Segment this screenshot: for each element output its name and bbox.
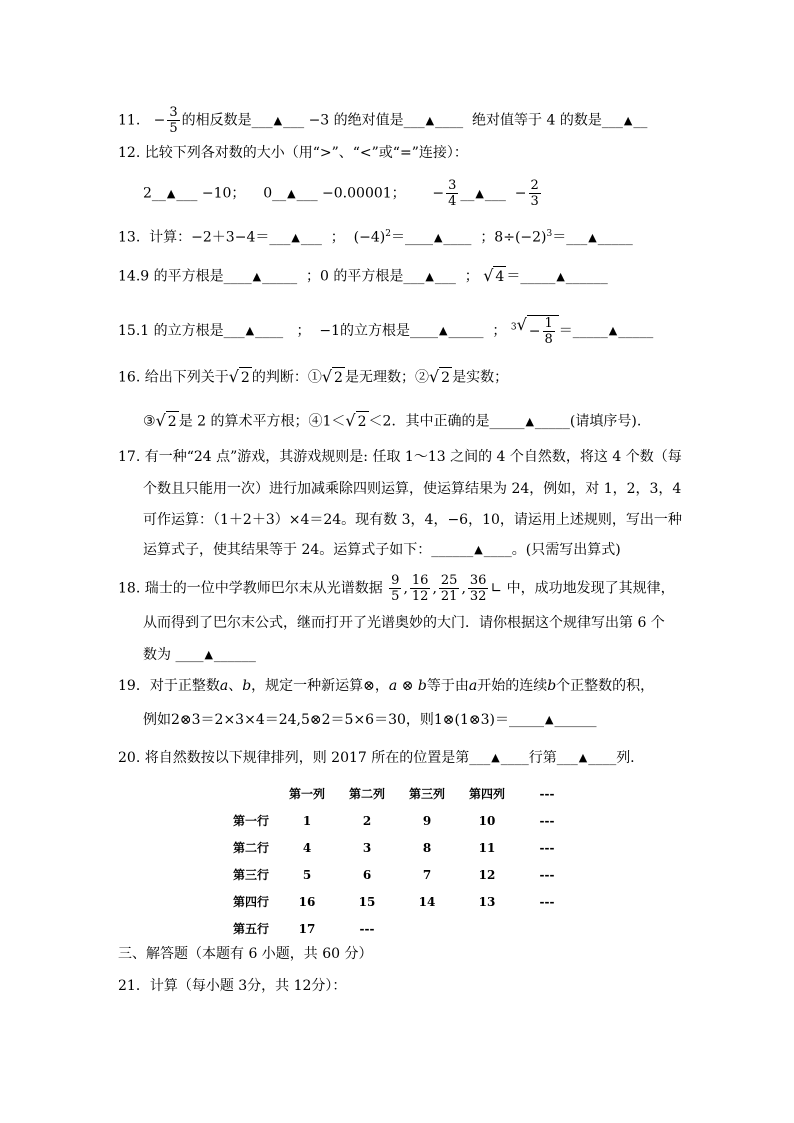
answer-blank: _____▲_____ <box>489 413 570 430</box>
question-21: 21．计算（每小题 3分，共 12分）： <box>118 978 347 994</box>
answer-blank: ____▲____ <box>404 229 472 246</box>
table-row: 第二行 4 3 8 11 --- <box>232 840 555 855</box>
answer-blank: ____▲______ <box>175 647 256 663</box>
radical: √ 2 <box>155 411 177 430</box>
answer-blank: ___▲__ <box>601 112 648 129</box>
answer-blank: ___▲___ <box>269 229 322 246</box>
question-17: 17. 有一种“24 点”游戏，其游戏规则是: 任取 1～13 之间的 4 个自然数，将这 4 个数（每 <box>118 449 682 465</box>
answer-blank: ___▲_____ <box>566 229 633 246</box>
question-14: 14.9 的平方根是____▲_____ ；0 的平方根是___▲___ ； √ 4 ＝_____▲______ <box>118 266 608 288</box>
radical: √ − $\frac{1}{8}$ <box>517 315 559 347</box>
radical: √ 2 <box>345 411 367 430</box>
answer-blank: _____▲______ <box>509 712 597 728</box>
question-12: 12. 比较下列各对数的大小（用“>”、“<”或“=”连接）： <box>118 145 468 161</box>
radical: √ 2 <box>428 367 451 386</box>
number-arrangement-table <box>225 780 577 942</box>
question-16: 16. 给出下列关于 √ 2 的判断：① √ 2 是无理数；② √ 2 是实数； <box>118 367 509 386</box>
radical: √ 2 <box>228 367 250 386</box>
table-row: 第五行 17 --- <box>232 921 375 936</box>
answer-blank: _____▲_____ <box>572 323 654 339</box>
table-row: 第一行 1 2 9 10 --- <box>232 813 555 828</box>
answer-blank: __▲___ <box>151 185 198 202</box>
table-header-row: 第一列 第二列 第三列 第四列 --- <box>288 786 555 801</box>
radical: √ 2 <box>321 367 343 386</box>
section-heading: 三、解答题（本题有 6 小题，共 60 分） <box>118 946 373 962</box>
answer-blank: ___▲____ <box>469 750 529 766</box>
fraction: $\frac{2}{3}$ <box>530 178 539 209</box>
answer-blank: ___▲____ <box>403 112 464 129</box>
answer-blank: ___▲___ <box>403 268 456 285</box>
radical: √ 4 <box>483 266 505 285</box>
answer-blank: __▲___ <box>460 185 506 202</box>
answer-blank: ___▲___ <box>251 112 305 129</box>
question-12-items: 2__▲___ −10； 0__▲___ −0.00001； − $\frac{3}{4}$ __▲___ − $\frac{2}{3}$ <box>143 178 539 209</box>
question-15: 15.1 的立方根是___▲____ ； −1的立方根是____▲_____ ； $^3$ √ − $\frac{1}{8}$ ＝_____▲_____ <box>118 315 654 347</box>
answer-blank: ___▲____ <box>556 750 617 766</box>
answer-blank: ___▲____ <box>223 323 284 339</box>
answer-blank: ____▲_____ <box>223 268 298 285</box>
answer-blank: _____▲______ <box>520 268 608 285</box>
answer-blank: ____▲_____ <box>410 323 484 339</box>
table-row: 第四行 16 15 14 13 --- <box>232 894 555 909</box>
fraction: $\frac{3}{5}$ <box>169 105 178 136</box>
question-19: 19．对于正整数a、b，规定一种新运算⊗，a ⊗ b等于由a开始的连续b个正整数的积， <box>118 678 655 694</box>
question-16-line2: ③ √ 2 是 2 的算术平方根；④1＜ √ 2 ＜2．其中正确的是_____▲_____(请填序号). <box>143 411 641 433</box>
question-18: 18. 瑞士的一位中学教师巴尔末从光谱数据 $\frac{9}{5}$ , $\frac{16}{12}$ , $\frac{25}{21}$ , $\frac{36}{32}$ ∟ 中，成功地发现了其规律， <box>118 573 675 604</box>
answer-blank: __▲___ <box>272 185 318 202</box>
question-13: 13. 计算：−2＋3−4＝___▲___ ； $(-4)^2=\_\_\_\_▲\_\_\_\_$ ；$8\div(-2)^3=\_\_\_▲\_\_\_\_\_$ <box>118 224 633 249</box>
question-11: 11. − $\frac{3}{5}$ 的相反数是___▲___ −3 的绝对值是___▲____ 绝对值等于 4 的数是___▲__ <box>118 105 648 136</box>
question-20: 20. 将自然数按以下规律排列，则 2017 所在的位置是第___▲____行第___▲____列. <box>118 748 635 769</box>
answer-blank: ______▲____ <box>431 542 512 558</box>
table-row: 第三行 5 6 7 12 --- <box>232 867 555 882</box>
fraction: $\frac{3}{4}$ <box>448 178 457 209</box>
